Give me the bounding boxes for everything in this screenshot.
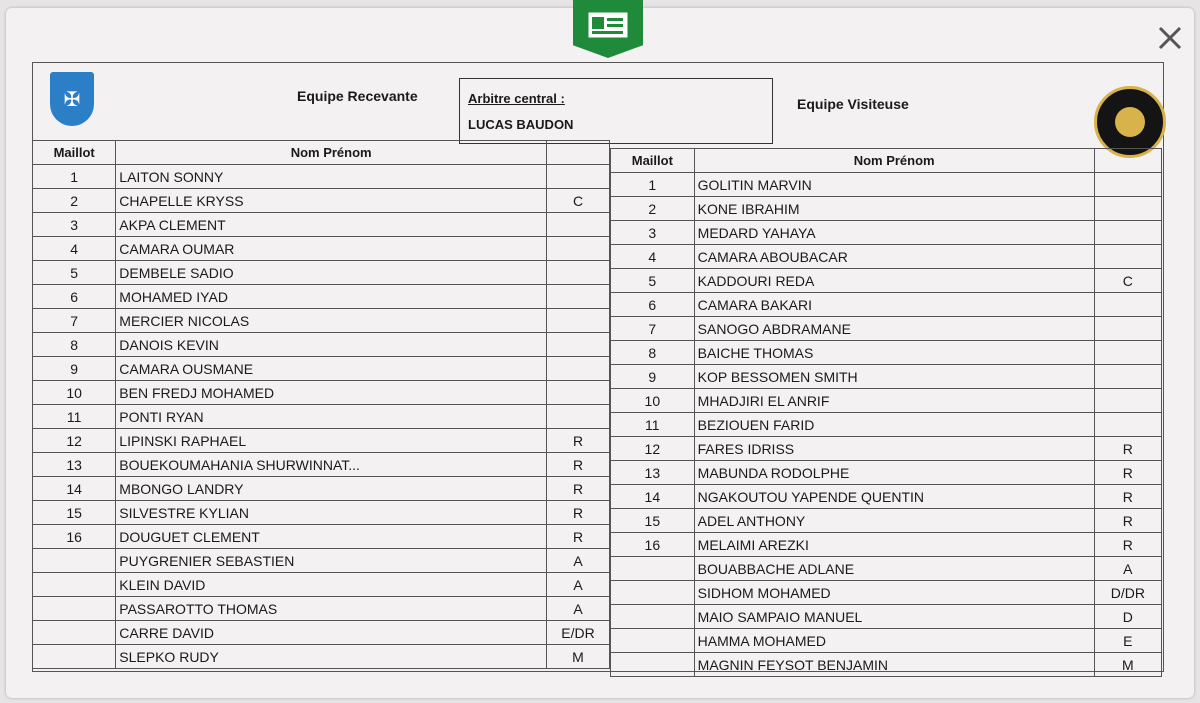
player-name: CAMARA ABOUBACAR [694, 245, 1094, 269]
player-number: 13 [611, 461, 695, 485]
away-mark-header [1094, 149, 1161, 173]
table-row[interactable] [611, 605, 1162, 629]
player-role-mark: M [547, 645, 610, 669]
table-row[interactable] [33, 285, 610, 309]
player-number: 8 [33, 333, 116, 357]
player-number: 12 [33, 429, 116, 453]
player-name: MAIO SAMPAIO MANUEL [694, 605, 1094, 629]
player-number: 11 [611, 413, 695, 437]
player-role-mark [1094, 197, 1161, 221]
player-name: BEN FREDJ MOHAMED [116, 381, 547, 405]
player-role-mark: A [547, 549, 610, 573]
player-number: 15 [33, 501, 116, 525]
table-row[interactable] [33, 597, 610, 621]
player-number: 16 [33, 525, 116, 549]
player-number: 16 [611, 533, 695, 557]
player-role-mark: R [547, 525, 610, 549]
table-row[interactable] [33, 645, 610, 669]
player-name: CAMARA OUMAR [116, 237, 547, 261]
player-role-mark: R [1094, 461, 1161, 485]
player-name: BOUEKOUMAHANIA SHURWINNAT... [116, 453, 547, 477]
player-name: KLEIN DAVID [116, 573, 547, 597]
player-name: MOHAMED IYAD [116, 285, 547, 309]
table-row[interactable] [611, 485, 1162, 509]
referee-name: LUCAS BAUDON [468, 117, 574, 132]
player-name: PUYGRENIER SEBASTIEN [116, 549, 547, 573]
player-number: 5 [33, 261, 116, 285]
player-name: DOUGUET CLEMENT [116, 525, 547, 549]
table-row[interactable] [611, 245, 1162, 269]
player-number: 1 [611, 173, 695, 197]
player-name: CHAPELLE KRYSS [116, 189, 547, 213]
player-number: 10 [611, 389, 695, 413]
referee-title: Arbitre central : [468, 91, 565, 106]
table-row[interactable] [33, 165, 610, 189]
table-row[interactable] [33, 573, 610, 597]
player-role-mark: R [547, 453, 610, 477]
table-row[interactable] [33, 621, 610, 645]
player-name: SLEPKO RUDY [116, 645, 547, 669]
table-row[interactable] [611, 341, 1162, 365]
table-row[interactable] [33, 525, 610, 549]
table-row[interactable] [33, 213, 610, 237]
player-role-mark: A [547, 597, 610, 621]
player-number: 14 [33, 477, 116, 501]
player-role-mark [547, 381, 610, 405]
table-row[interactable] [33, 405, 610, 429]
player-name: MEDARD YAHAYA [694, 221, 1094, 245]
player-name: CARRE DAVID [116, 621, 547, 645]
table-row[interactable] [611, 389, 1162, 413]
player-role-mark: R [1094, 485, 1161, 509]
table-row[interactable] [33, 309, 610, 333]
player-number: 1 [33, 165, 116, 189]
player-role-mark: C [1094, 269, 1161, 293]
player-number [611, 581, 695, 605]
table-row[interactable] [33, 477, 610, 501]
away-team-label: Equipe Visiteuse [797, 96, 909, 112]
player-name: NGAKOUTOU YAPENDE QUENTIN [694, 485, 1094, 509]
player-number: 14 [611, 485, 695, 509]
player-number [33, 621, 116, 645]
player-name: SANOGO ABDRAMANE [694, 317, 1094, 341]
player-number: 9 [33, 357, 116, 381]
player-role-mark [1094, 245, 1161, 269]
table-row[interactable] [611, 413, 1162, 437]
player-name: LIPINSKI RAPHAEL [116, 429, 547, 453]
player-number: 6 [611, 293, 695, 317]
table-row[interactable] [611, 173, 1162, 197]
player-name: PASSAROTTO THOMAS [116, 597, 547, 621]
player-name: KOP BESSOMEN SMITH [694, 365, 1094, 389]
player-number [33, 549, 116, 573]
player-role-mark: D/DR [1094, 581, 1161, 605]
player-number: 7 [33, 309, 116, 333]
player-name: FARES IDRISS [694, 437, 1094, 461]
player-number: 7 [611, 317, 695, 341]
player-name: MELAIMI AREZKI [694, 533, 1094, 557]
table-row[interactable] [611, 629, 1162, 653]
home-roster-table [32, 140, 610, 669]
table-row[interactable] [611, 461, 1162, 485]
player-name: MABUNDA RODOLPHE [694, 461, 1094, 485]
player-role-mark [547, 213, 610, 237]
home-number-header: Maillot [33, 141, 116, 165]
player-role-mark [547, 357, 610, 381]
player-name: KONE IBRAHIM [694, 197, 1094, 221]
table-row[interactable] [611, 269, 1162, 293]
player-role-mark: R [1094, 437, 1161, 461]
player-role-mark: E/DR [547, 621, 610, 645]
player-name: GOLITIN MARVIN [694, 173, 1094, 197]
player-number [611, 557, 695, 581]
table-row[interactable] [611, 581, 1162, 605]
player-name: BAICHE THOMAS [694, 341, 1094, 365]
player-number [33, 645, 116, 669]
table-row[interactable] [611, 221, 1162, 245]
away-name-header: Nom Prénom [694, 149, 1094, 173]
player-role-mark [547, 333, 610, 357]
away-roster-table [610, 148, 1162, 677]
player-number: 9 [611, 365, 695, 389]
home-name-header: Nom Prénom [116, 141, 547, 165]
table-row[interactable] [33, 333, 610, 357]
player-number: 3 [33, 213, 116, 237]
player-number: 13 [33, 453, 116, 477]
table-row[interactable] [33, 501, 610, 525]
close-icon[interactable] [1152, 20, 1188, 56]
player-number: 8 [611, 341, 695, 365]
player-name: MERCIER NICOLAS [116, 309, 547, 333]
table-row[interactable] [33, 237, 610, 261]
player-name: SIDHOM MOHAMED [694, 581, 1094, 605]
player-role-mark [547, 261, 610, 285]
player-role-mark [547, 237, 610, 261]
player-number: 4 [611, 245, 695, 269]
home-mark-header [547, 141, 610, 165]
table-row[interactable] [611, 365, 1162, 389]
player-name: DEMBELE SADIO [116, 261, 547, 285]
player-number: 6 [33, 285, 116, 309]
player-role-mark [1094, 413, 1161, 437]
player-name: AKPA CLEMENT [116, 213, 547, 237]
player-role-mark [1094, 293, 1161, 317]
table-row[interactable] [611, 653, 1162, 677]
table-row[interactable] [611, 509, 1162, 533]
player-role-mark [547, 285, 610, 309]
player-name: DANOIS KEVIN [116, 333, 547, 357]
player-number: 4 [33, 237, 116, 261]
table-row[interactable] [33, 549, 610, 573]
table-row[interactable] [33, 261, 610, 285]
player-role-mark [1094, 173, 1161, 197]
referee-box [459, 78, 773, 144]
player-role-mark: M [1094, 653, 1161, 677]
player-number: 3 [611, 221, 695, 245]
player-number [33, 597, 116, 621]
player-role-mark: R [547, 501, 610, 525]
player-role-mark [1094, 317, 1161, 341]
player-role-mark: R [1094, 509, 1161, 533]
table-row[interactable] [33, 357, 610, 381]
table-row[interactable] [33, 189, 610, 213]
player-role-mark: R [547, 477, 610, 501]
player-role-mark: D [1094, 605, 1161, 629]
player-role-mark [547, 309, 610, 333]
player-role-mark [1094, 389, 1161, 413]
home-club-logo: ✠ [50, 72, 94, 126]
table-row[interactable] [611, 533, 1162, 557]
home-team-label: Equipe Recevante [297, 88, 418, 104]
player-number [611, 653, 695, 677]
table-row[interactable] [611, 293, 1162, 317]
table-row[interactable] [33, 429, 610, 453]
player-role-mark [547, 165, 610, 189]
player-role-mark: A [1094, 557, 1161, 581]
player-number: 2 [33, 189, 116, 213]
player-name: LAITON SONNY [116, 165, 547, 189]
player-name: CAMARA OUSMANE [116, 357, 547, 381]
player-name: PONTI RYAN [116, 405, 547, 429]
player-role-mark: C [547, 189, 610, 213]
player-number: 10 [33, 381, 116, 405]
player-number: 12 [611, 437, 695, 461]
player-role-mark [547, 405, 610, 429]
player-role-mark [1094, 365, 1161, 389]
player-role-mark: E [1094, 629, 1161, 653]
player-name: ADEL ANTHONY [694, 509, 1094, 533]
player-number: 11 [33, 405, 116, 429]
player-name: MBONGO LANDRY [116, 477, 547, 501]
table-row[interactable] [611, 557, 1162, 581]
player-role-mark: R [547, 429, 610, 453]
player-name: KADDOURI REDA [694, 269, 1094, 293]
player-role-mark: R [1094, 533, 1161, 557]
player-number [611, 605, 695, 629]
player-number [33, 573, 116, 597]
table-row[interactable] [611, 437, 1162, 461]
player-name: SILVESTRE KYLIAN [116, 501, 547, 525]
player-role-mark [1094, 221, 1161, 245]
table-row[interactable] [611, 197, 1162, 221]
player-role-mark: A [547, 573, 610, 597]
player-number [611, 629, 695, 653]
player-number: 2 [611, 197, 695, 221]
table-row[interactable] [611, 317, 1162, 341]
player-name: HAMMA MOHAMED [694, 629, 1094, 653]
player-name: MHADJIRI EL ANRIF [694, 389, 1094, 413]
player-name: CAMARA BAKARI [694, 293, 1094, 317]
player-name: BEZIOUEN FARID [694, 413, 1094, 437]
player-number: 15 [611, 509, 695, 533]
player-role-mark [1094, 341, 1161, 365]
player-name: BOUABBACHE ADLANE [694, 557, 1094, 581]
player-name: MAGNIN FEYSOT BENJAMIN [694, 653, 1094, 677]
player-number: 5 [611, 269, 695, 293]
table-row[interactable] [33, 381, 610, 405]
away-number-header: Maillot [611, 149, 695, 173]
table-row[interactable] [33, 453, 610, 477]
